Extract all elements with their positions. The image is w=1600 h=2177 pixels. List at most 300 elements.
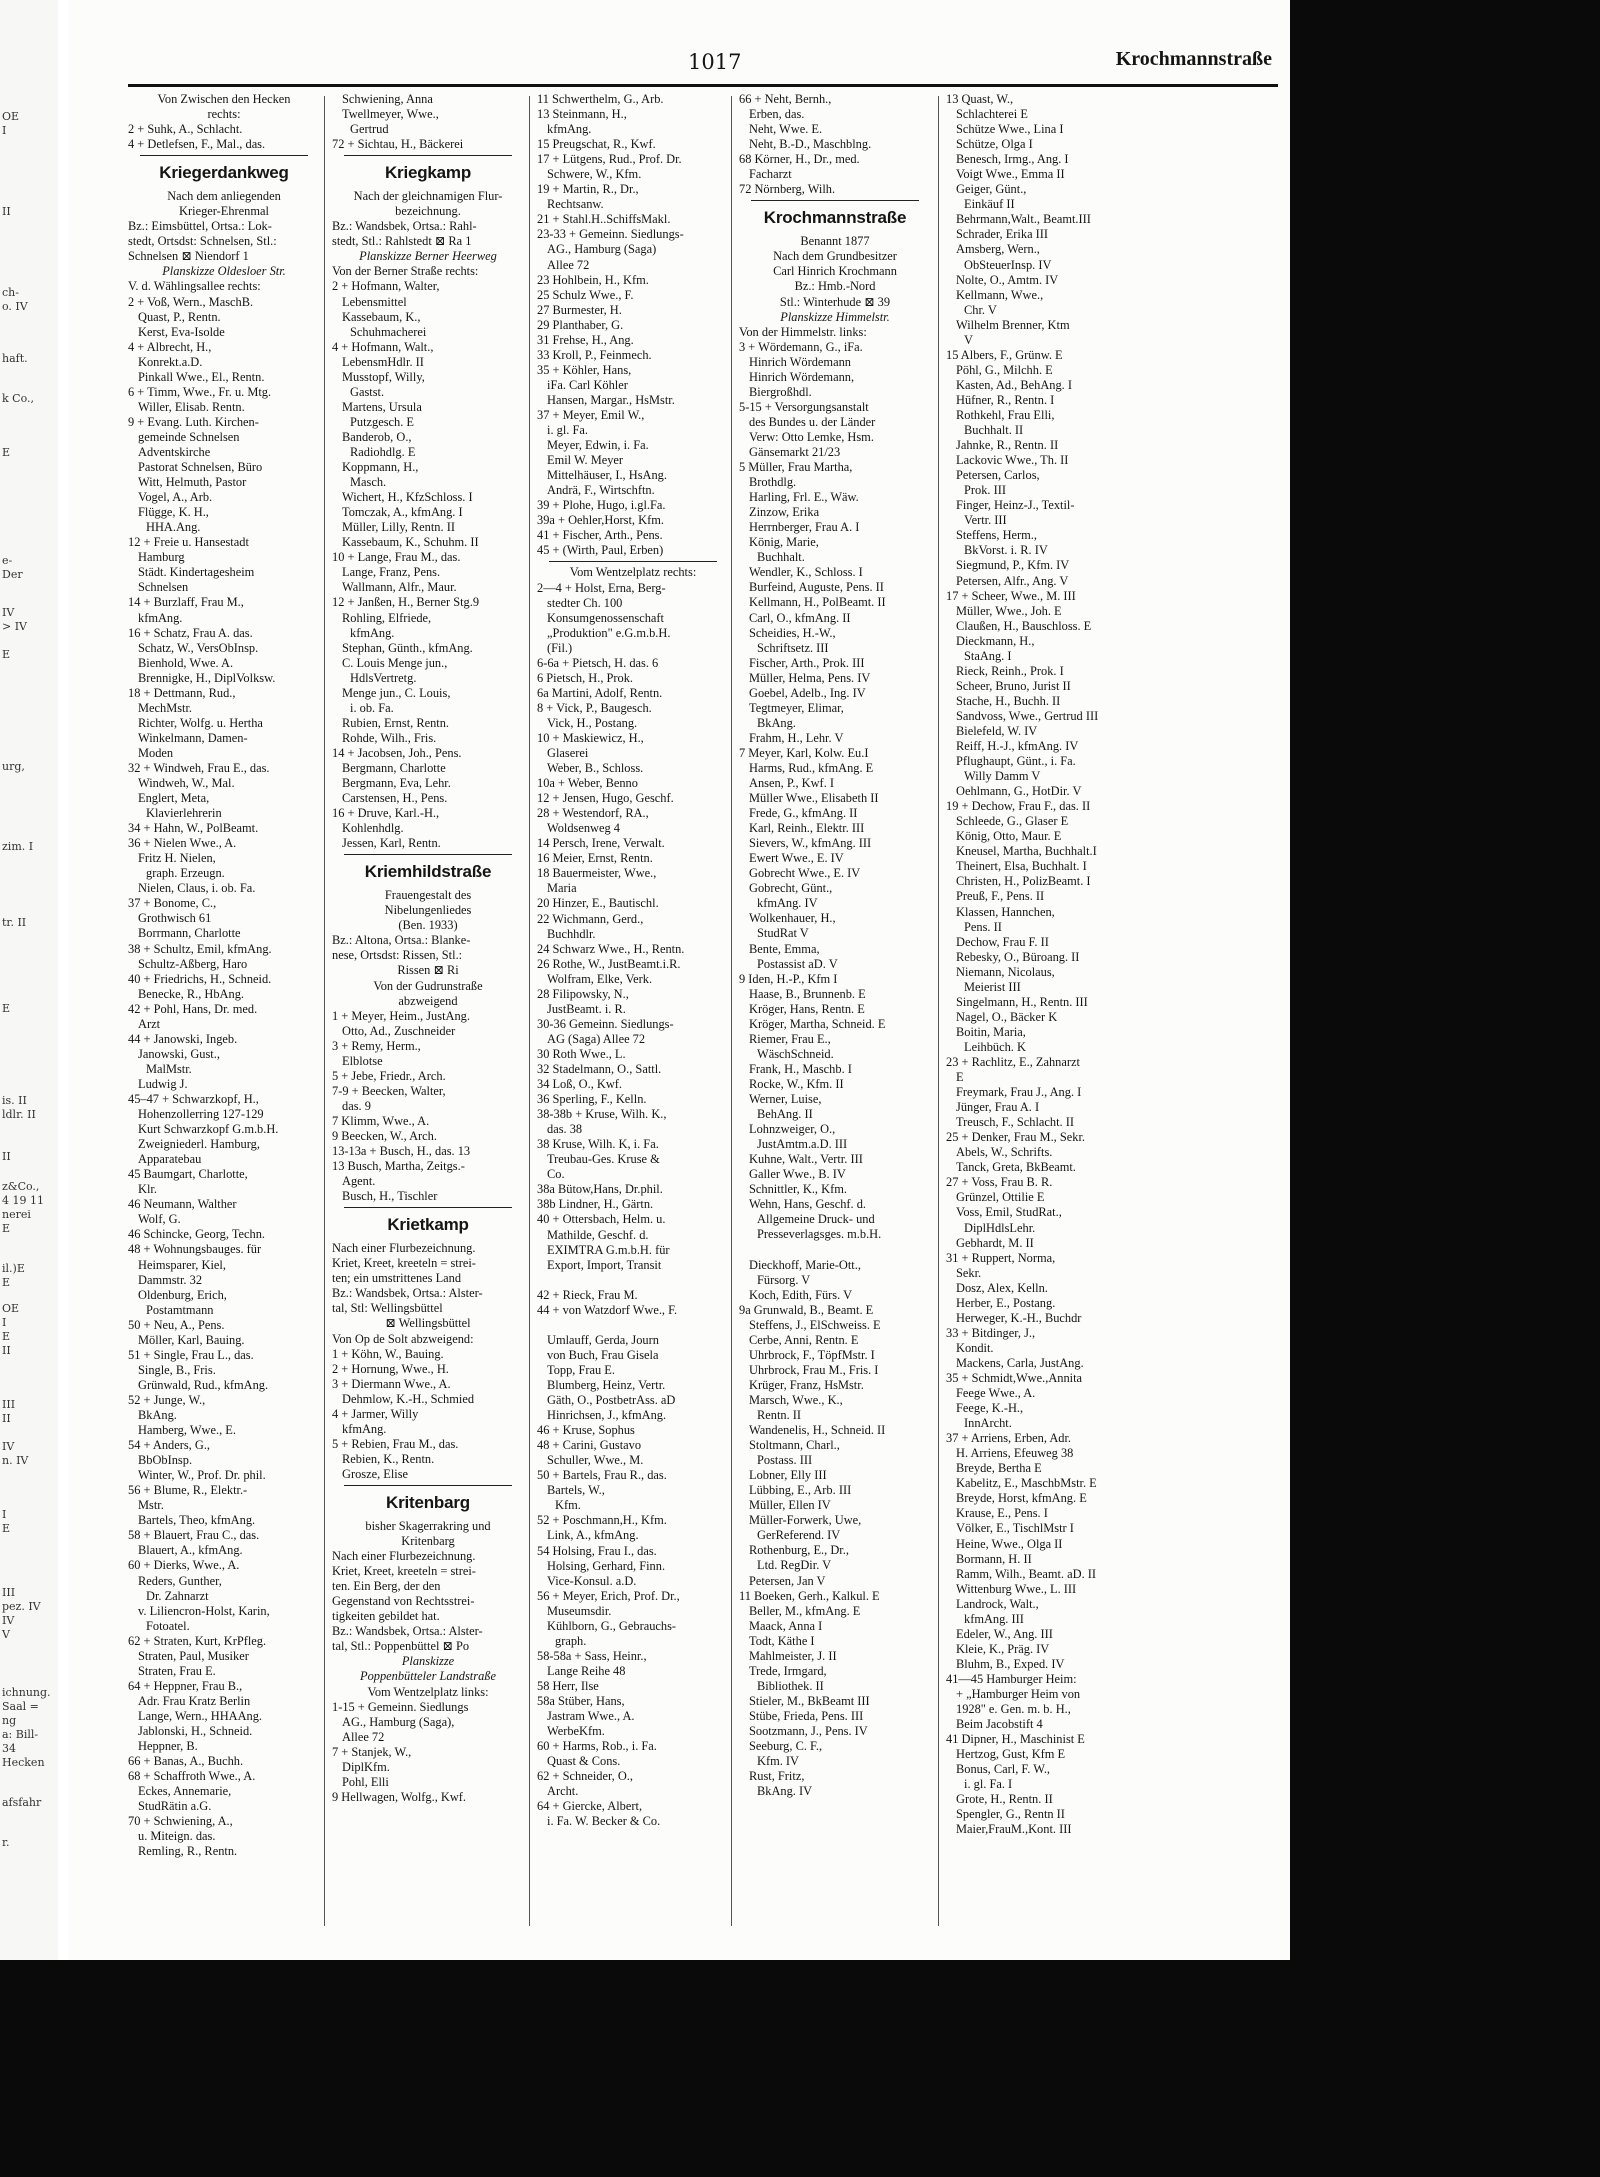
entry-line: 17 + Lütgens, Rud., Prof. Dr. (537, 152, 682, 167)
entry-line: stedt, Ortsdst: Schnelsen, Stl.: (128, 234, 277, 249)
entry-line: Stephan, Günth., kfmAng. (342, 640, 473, 655)
entry-line: Otto, Ad., Zuschneider (342, 1023, 456, 1038)
street-heading: Kriegerdankweg (159, 163, 289, 183)
entry-line: 7 + Stanjek, W., (332, 1744, 412, 1759)
entry-line: Landrock, Walt., (956, 1596, 1039, 1611)
entry-line: Windweh, W., Mal. (138, 776, 235, 791)
entry-line: Pohl, Elli (342, 1774, 389, 1789)
facing-page-fragment: II (2, 205, 11, 218)
entry-line: Sekr. (956, 1265, 982, 1280)
entry-line: 30-36 Gemeinn. Siedlungs- (537, 1016, 674, 1031)
entry-line: stedt, Stl.: Rahlstedt ⊠ Ra 1 (332, 234, 472, 249)
entry-line: 7 Klimm, Wwe., A. (332, 1113, 430, 1128)
entry-line: Rentn. II (757, 1407, 802, 1422)
street-heading: Kriegkamp (384, 163, 472, 183)
entry-line: Banderob, O., (342, 429, 412, 444)
entry-line: Schnelsen ⊠ Niendorf 1 (128, 249, 249, 264)
entry-line: Singelmann, H., Rentn. III (956, 994, 1088, 1009)
entry-line: Breyde, Bertha E (956, 1461, 1042, 1476)
entry-line: Neht, B.-D., Maschblng. (749, 137, 872, 152)
entry-line: Nolte, O., Amtm. IV (956, 272, 1059, 287)
entry-line: Finger, Heinz-J., Textil- (956, 498, 1075, 513)
entry-line: Städt. Kindertagesheim (138, 565, 255, 580)
entry-line: stedter Ch. 100 (547, 595, 623, 610)
entry-line: Stache, H., Buchh. II (956, 693, 1061, 708)
facing-page-fragment: afsfahr (2, 1796, 42, 1809)
entry-line: Stieler, M., BkBeamt III (749, 1693, 870, 1708)
entry-line: Gobrecht Wwe., E. IV (749, 866, 861, 881)
street-heading: Kritenbarg (386, 1492, 470, 1512)
entry-line: Kohlenhdlg. (342, 821, 404, 836)
entry-line: Krause, E., Pens. I (956, 1506, 1048, 1521)
entry-line: Edeler, W., Ang. III (956, 1626, 1053, 1641)
entry-line: Heine, Wwe., Olga II (956, 1536, 1063, 1551)
entry-line: Bz.: Eimsbüttel, Ortsa.: Lok- (128, 219, 272, 234)
entry-line: Rothenburg, E., Dr., (749, 1543, 849, 1558)
entry-line: Pastorat Schnelsen, Büro (138, 460, 263, 475)
entry-line: Elblotse (342, 1053, 383, 1068)
entry-line: Eckes, Annemarie, (138, 1784, 232, 1799)
entry-line: Carl, O., kfmAng. II (749, 610, 851, 625)
entry-line: Kfm. (555, 1498, 581, 1513)
facing-page-fragment: V (2, 1628, 10, 1641)
entry-line: Menge jun., C. Louis, (342, 685, 451, 700)
street-note: Von Zwischen den Hecken (157, 92, 291, 106)
entry-line: V (964, 332, 973, 347)
entry-line: Mathilde, Geschf. d. (547, 1227, 649, 1242)
facing-page-fragment: ldlr. II (2, 1108, 36, 1121)
entry-line: Herweger, K.-H., Buchdr (956, 1310, 1082, 1325)
entry-line: Postass. III (757, 1453, 813, 1468)
entry-line: Treubau-Ges. Kruse & (547, 1152, 660, 1167)
entry-line: Lebensmittel (342, 294, 407, 309)
entry-line: 51 + Single, Frau L., das. (128, 1347, 254, 1362)
entry-line: Wichert, H., KfzSchloss. I (342, 490, 473, 505)
entry-line: Chr. V (964, 302, 997, 317)
entry-line: Postassist aD. V (757, 956, 838, 971)
entry-line: Masch. (350, 475, 387, 490)
street-note: Stl.: Winterhude ⊠ 39 (779, 294, 891, 309)
street-note: Krieger-Ehrenmal (179, 204, 269, 219)
entry-line: Hinrichsen, J., kfmAng. (547, 1408, 667, 1423)
entry-line: das. 38 (547, 1122, 583, 1137)
entry-line: 64 + Giercke, Albert, (537, 1799, 643, 1814)
entry-line: Frahm, H., Lehr. V (749, 730, 844, 745)
entry-line: Fischer, Arth., Prok. III (749, 655, 865, 670)
entry-line: ten; ein umstrittenes Land (332, 1271, 462, 1286)
entry-line: 5-15 + Versorgungsanstalt (739, 399, 869, 414)
entry-line: Trede, Irmgard, (749, 1663, 827, 1678)
entry-line: 38-38b + Kruse, Wilh. K., (537, 1107, 667, 1122)
entry-line: Brothdlg. (749, 475, 797, 490)
entry-line: Musstopf, Willy, (342, 369, 425, 384)
entry-line: Maack, Anna I (749, 1618, 823, 1633)
entry-line: Nielen, Claus, i. ob. Fa. (138, 881, 256, 896)
entry-line: Voigt Wwe., Emma II (956, 167, 1065, 182)
entry-line: 19 + Martin, R., Dr., (537, 182, 639, 197)
entry-line: Bluhm, B., Exped. IV (956, 1656, 1065, 1671)
entry-line: Hinrich Wördemann (749, 354, 851, 369)
entry-line: Müller, Wwe., Joh. E (956, 603, 1062, 618)
entry-line: Kröger, Martha, Schneid. E (749, 1016, 886, 1031)
entry-line: i. ob. Fa. (350, 700, 394, 715)
section-divider (344, 1485, 512, 1486)
entry-line: Adventskirche (138, 444, 211, 459)
street-heading: Kriemhildstraße (364, 862, 492, 882)
entry-line: 9a Grunwald, B., Beamt. E (739, 1302, 874, 1317)
entry-line: Siegmund, P., Kfm. IV (956, 558, 1070, 573)
entry-line: Sandvoss, Wwe., Gertrud III (956, 708, 1099, 723)
entry-line: Schlachterei E (956, 107, 1028, 122)
entry-line: Zweigniederl. Hamburg, (138, 1137, 260, 1152)
entry-line: 44 + Janowski, Ingeb. (128, 1031, 238, 1046)
entry-line: BkAng. (757, 715, 796, 730)
facing-page-fragment: II (2, 1412, 11, 1425)
entry-line: Schnittler, K., Kfm. (749, 1182, 847, 1197)
entry-line: Konsumgenossenschaft (547, 610, 665, 625)
entry-line: kfmAng. III (964, 1611, 1024, 1626)
entry-line: Wandenelis, H., Schneid. II (749, 1423, 886, 1438)
entry-line: Lange Reihe 48 (547, 1663, 626, 1678)
entry-line: 62 + Schneider, O., (537, 1769, 633, 1784)
entry-line: 12 + Freie u. Hansestadt (128, 535, 249, 550)
entry-line: 9 Iden, H.-P., Kfm I (739, 971, 838, 986)
entry-line: 48 + Wohnungsbauges. für (128, 1242, 262, 1257)
entry-line: 24 Schwarz Wwe., H., Rentn. (537, 941, 685, 956)
section-divider (140, 155, 308, 156)
entry-line: Rothkehl, Frau Elli, (956, 407, 1055, 422)
entry-line: Maier,FrauM.,Kont. III (956, 1822, 1072, 1837)
entry-line: Willy Damm V (964, 769, 1041, 784)
entry-line: AG., Hamburg (Saga) (547, 242, 657, 257)
entry-line: Gänsemarkt 21/23 (749, 444, 841, 459)
entry-line: 72 + Sichtau, H., Bäckerei (332, 137, 464, 152)
entry-line: Kfm. IV (757, 1754, 799, 1769)
entry-line: Klr. (138, 1182, 157, 1197)
entry-line: 16 Meier, Ernst, Rentn. (537, 851, 653, 866)
entry-line: Bartels, W., (547, 1483, 605, 1498)
facing-page-fragment: Hecken (2, 1756, 45, 1769)
entry-line: 56 + Meyer, Erich, Prof. Dr., (537, 1588, 680, 1603)
entry-line: + „Hamburger Heim von (956, 1686, 1081, 1701)
entry-line: Quast, P., Rentn. (138, 309, 221, 324)
entry-line: Postamtmann (146, 1302, 214, 1317)
plan-reference: Poppenbütteler Landstraße (360, 1669, 496, 1684)
facing-page-fragment: E (2, 1330, 11, 1343)
entry-line: Cerbe, Anni, Rentn. E (749, 1332, 859, 1347)
entry-line: Schriftsetz. III (757, 640, 829, 655)
entry-line: Christen, H., PolizBeamt. I (956, 874, 1091, 889)
street-note: Bz.: Hmb.-Nord (794, 279, 876, 294)
entry-line: Gebhardt, M. II (956, 1235, 1034, 1250)
entry-line: Spengler, G., Rentn II (956, 1807, 1065, 1822)
entry-line: Bonus, Carl, F. W., (956, 1762, 1051, 1777)
entry-line: 38b Lindner, H., Gärtn. (537, 1197, 654, 1212)
entry-line: 38 + Schultz, Emil, kfmAng. (128, 941, 272, 956)
facing-page-fragment: IV (2, 1614, 15, 1627)
entry-line: Kabelitz, E., MaschbMstr. E (956, 1476, 1097, 1491)
entry-line: Frede, G., kfmAng. II (749, 806, 858, 821)
entry-line: Reiff, H.-J., kfmAng. IV (956, 739, 1079, 754)
entry-line: 1 + Meyer, Heim., JustAng. (332, 1008, 470, 1023)
entry-line: 41 Dipner, H., Maschinist E (946, 1732, 1085, 1747)
entry-line: AG., Hamburg (Saga), (342, 1714, 455, 1729)
entry-line: i. gl. Fa. (547, 423, 588, 438)
entry-line: Bienhold, Wwe. A. (138, 655, 234, 670)
facing-page-fragment: Der (2, 568, 23, 581)
entry-line: Bz.: Wandsbek, Ortsa.: Rahl- (332, 219, 477, 234)
entry-line: v. Liliencron-Holst, Karin, (138, 1603, 270, 1618)
entry-line: 35 + Köhler, Hans, (537, 362, 632, 377)
entry-line: 35 + Schmidt,Wwe.,Annita (946, 1370, 1083, 1385)
entry-line: 54 + Anders, G., (128, 1438, 211, 1453)
entry-line: Bibliothek. II (757, 1678, 824, 1693)
entry-line: BehAng. II (757, 1107, 813, 1122)
entry-line: JustAmtm.a.D. III (757, 1137, 848, 1152)
entry-line: Dosz, Alex, Kelln. (956, 1280, 1048, 1295)
entry-line: 7 Meyer, Karl, Kolw. Eu.I (739, 745, 869, 760)
entry-line: Kellmann, Wwe., (956, 287, 1044, 302)
plan-reference: Planskizze Himmelstr. (780, 309, 890, 324)
entry-line: Schwiening, Anna (342, 92, 433, 106)
directory-column-3 (537, 92, 729, 1932)
facing-page-fragment: E (2, 1002, 11, 1015)
entry-line: 15 Albers, F., Grünw. E (946, 347, 1063, 362)
entry-line: InnArcht. (964, 1416, 1012, 1431)
entry-line: DiplKfm. (342, 1759, 390, 1774)
street-note: Nach dem anliegenden (167, 189, 281, 204)
section-divider (751, 200, 919, 201)
entry-line: E (956, 1070, 964, 1085)
entry-line: Riemer, Frau E., (749, 1031, 831, 1046)
facing-page-fragment: OE (2, 1302, 20, 1315)
facing-page-fragment: I (2, 1508, 7, 1521)
section-divider (344, 1207, 512, 1208)
entry-line: Petersen, Jan V (749, 1573, 826, 1588)
entry-line: Kühlborn, G., Gebrauchs- (547, 1618, 677, 1633)
entry-line: Holsing, Gerhard, Finn. (547, 1558, 666, 1573)
entry-line: Schwere, W., Kfm. (547, 167, 642, 182)
entry-line: Karl, Reinh., Elektr. III (749, 821, 865, 836)
entry-line: Weber, B., Schloss. (547, 761, 644, 776)
entry-line: Schütze, Olga I (956, 137, 1033, 152)
entry-line: Allgemeine Druck- und (757, 1212, 875, 1227)
entry-line: Mstr. (138, 1498, 164, 1513)
entry-line: 16 + Schatz, Frau A. das. (128, 625, 253, 640)
entry-line: Pinkall Wwe., El., Rentn. (138, 369, 265, 384)
entry-line: Uhrbrock, F., TöpfMstr. I (749, 1347, 875, 1362)
entry-line (739, 1242, 931, 1257)
entry-line: Tomczak, A., kfmAng. I (342, 505, 463, 520)
entry-line: Bielefeld, W. IV (956, 723, 1038, 738)
entry-line: 9 Beecken, W., Arch. (332, 1129, 437, 1143)
entry-line: Jablonski, H., Schneid. (138, 1723, 253, 1738)
entry-line: Kondit. (956, 1340, 994, 1355)
entry-line: Oldenburg, Erich, (138, 1287, 227, 1302)
entry-line: 5 + Rebien, Frau M., das. (332, 1436, 459, 1451)
entry-line: 3 + Diermann Wwe., A. (332, 1376, 451, 1391)
entry-line: Herber, E., Postang. (956, 1295, 1056, 1310)
facing-page-fragment: 4 19 11 (2, 1194, 44, 1207)
entry-line: 20 Hinzer, E., Bautischl. (537, 896, 659, 911)
entry-line: Rohling, Elfriede, (342, 610, 432, 625)
entry-line: C. Louis Menge jun., (342, 655, 448, 670)
entry-line: Rechtsanw. (547, 197, 604, 212)
entry-line: Behrmann,Walt., Beamt.III (956, 212, 1091, 227)
entry-line: Koch, Edith, Fürs. V (749, 1287, 853, 1302)
entry-line: Stübe, Frieda, Pens. III (749, 1708, 864, 1723)
street-note: Vom Wentzelplatz rechts: (569, 565, 697, 580)
entry-line: Amsberg, Wern., (956, 242, 1040, 257)
entry-line: 37 + Arriens, Erben, Adr. (946, 1431, 1072, 1446)
entry-line: 4 + Albrecht, H., (128, 339, 212, 354)
entry-line: 9 Hellwagen, Wolfg., Kwf. (332, 1789, 467, 1804)
street-note: rechts: (207, 107, 241, 122)
entry-line: 28 + Westendorf, RA., (537, 806, 649, 821)
facing-page-fragment: Saal = (2, 1700, 39, 1713)
entry-line: BbObInsp. (138, 1453, 193, 1468)
entry-line: 8 + Vick, P., Baugesch. (537, 700, 652, 715)
street-note: Frauengestalt des (384, 888, 472, 903)
entry-line: Allee 72 (342, 1729, 385, 1744)
entry-line: 31 Frehse, H., Ang. (537, 332, 634, 347)
entry-line: König, Otto, Maur. E (956, 829, 1062, 844)
entry-line: 25 + Denker, Frau M., Sekr. (946, 1130, 1085, 1145)
facing-page-fragment: nerei (2, 1208, 31, 1221)
entry-line: Freymark, Frau J., Ang. I (956, 1085, 1082, 1100)
entry-line: 3 + Remy, Herm., (332, 1038, 421, 1053)
section-divider (344, 155, 512, 156)
entry-line: 50 + Neu, A., Pens. (128, 1317, 225, 1332)
entry-line: Bz.: Wandsbek, Ortsa.: Alster- (332, 1624, 483, 1639)
entry-line: Rieck, Reinh., Prok. I (956, 663, 1064, 678)
entry-line: Claußen, H., Bauschloss. E (956, 618, 1092, 633)
facing-page-fragment: I (2, 124, 7, 137)
entry-line: Mittelhäuser, I., HsAng. (547, 468, 667, 483)
entry-line: 58 + Blauert, Frau C., das. (128, 1528, 260, 1543)
entry-line: Hohenzollerring 127-129 (138, 1107, 264, 1122)
entry-line: 31 + Ruppert, Norma, (946, 1250, 1056, 1265)
plan-reference: Planskizze Oldesloer Str. (162, 264, 286, 279)
entry-line: Pens. II (964, 919, 1002, 934)
entry-line: Kuhne, Walt., Vertr. III (749, 1152, 863, 1167)
entry-line: Schleede, G., Glaser E (956, 814, 1069, 829)
entry-line: 36 Sperling, F., Kelln. (537, 1092, 647, 1107)
entry-line: Benecke, R., HbAng. (138, 986, 244, 1001)
entry-line: BkVorst. i. R. IV (964, 543, 1048, 558)
entry-line: Meyer, Edwin, i. Fa. (547, 438, 649, 453)
facing-page-fragment: is. II (2, 1094, 27, 1107)
directory-column-4 (739, 92, 931, 1932)
entry-line: i. Fa. W. Becker & Co. (547, 1814, 661, 1829)
entry-line: 2 + Hornung, Wwe., H. (332, 1361, 449, 1376)
entry-line: Harling, Frl. E., Wäw. (749, 490, 859, 505)
entry-line: Rebesky, O., Büroang. II (956, 949, 1080, 964)
entry-line: Grünzel, Ottilie E (956, 1190, 1045, 1205)
entry-line: Radiohdlg. E (350, 444, 416, 459)
street-note: ⊠ Wellingsbüttel (385, 1316, 471, 1331)
entry-line: 42 + Pohl, Hans, Dr. med. (128, 1001, 258, 1016)
entry-line: Boitin, Maria, (956, 1024, 1026, 1039)
entry-line: 40 + Ottersbach, Helm. u. (537, 1212, 666, 1227)
entry-line: von Buch, Frau Gisela (547, 1347, 659, 1362)
entry-line: Wallmann, Alfr., Maur. (342, 580, 457, 595)
entry-line: 58 Herr, Ilse (537, 1678, 599, 1693)
entry-line: Wendler, K., Schloss. I (749, 565, 863, 580)
entry-line: Kleie, K., Präg. IV (956, 1641, 1050, 1656)
entry-line: Gertrud (350, 122, 389, 137)
entry-line: 66 + Neht, Bernh., (739, 92, 832, 106)
entry-line: Feege Wwe., A. (956, 1386, 1036, 1401)
entry-line: 2 + Hofmann, Walter, (332, 279, 440, 294)
entry-line: Hamburg (138, 550, 185, 565)
entry-line: Wolf, G. (138, 1212, 181, 1227)
entry-line: Lobner, Elly III (749, 1468, 827, 1483)
entry-line: Gobrecht, Günt., (749, 881, 833, 896)
entry-line: Nach einer Flurbezeichnung. (332, 1241, 476, 1256)
entry-line: 6a Martini, Adolf, Rentn. (537, 685, 663, 700)
entry-line: 4 + Hofmann, Walt., (332, 339, 434, 354)
entry-line: Werner, Luise, (749, 1092, 822, 1106)
entry-line: Kurt Schwarzkopf G.m.b.H. (138, 1122, 279, 1137)
entry-line: Allee 72 (547, 257, 590, 272)
entry-line: 1928" e. Gen. m. b. H., (956, 1702, 1071, 1717)
entry-line: 10 + Maskiewicz, H., (537, 730, 644, 745)
entry-line: Niemann, Nicolaus, (956, 964, 1055, 979)
entry-line: 46 + Kruse, Sophus (537, 1423, 635, 1438)
entry-line: Von Op de Solt abzweigend: (332, 1331, 474, 1346)
section-divider (344, 854, 512, 855)
entry-line: 38 Kruse, Wilh. K, i. Fa. (537, 1137, 659, 1152)
entry-line: Witt, Helmuth, Pastor (138, 475, 247, 490)
entry-line: WerbeKfm. (547, 1724, 605, 1739)
entry-line: Buchhdlr. (547, 926, 596, 941)
entry-line: 58a Stüber, Hans, (537, 1693, 625, 1708)
entry-line: Remling, R., Rentn. (138, 1844, 238, 1859)
entry-line: H. Arriens, Efeuweg 38 (956, 1446, 1074, 1461)
entry-line: LebensmHdlr. II (342, 354, 424, 369)
entry-line: Müller Wwe., Elisabeth II (749, 791, 879, 806)
directory-page (68, 0, 1290, 1960)
entry-line: 13 Steinmann, H., (537, 107, 627, 122)
facing-page-fragment: ichnung. (2, 1686, 51, 1699)
entry-line: 44 + von Watzdorf Wwe., F. (537, 1302, 678, 1317)
entry-line: Lübbing, E., Arb. III (749, 1483, 852, 1498)
entry-line: Hertzog, Gust, Kfm E (956, 1747, 1066, 1762)
entry-line: 6 Pietsch, H., Prok. (537, 670, 634, 685)
entry-line: Kasten, Ad., BehAng. I (956, 377, 1072, 392)
entry-line: Kassebaum, K., (342, 309, 421, 324)
entry-line: 21 + Stahl.H..SchiffsMakl. (537, 212, 671, 227)
entry-line: kfmAng. (138, 610, 183, 625)
entry-line: Jastram Wwe., A. (547, 1709, 635, 1724)
entry-line: Blumberg, Heinz, Vertr. (547, 1377, 666, 1392)
entry-line: 33 + Bitdinger, J., (946, 1325, 1036, 1340)
entry-line: Winter, W., Prof. Dr. phil. (138, 1468, 266, 1483)
entry-line: Wolfram, Elke, Verk. (547, 971, 653, 986)
entry-line: Blauert, A., kfmAng. (138, 1543, 243, 1558)
entry-line (537, 1273, 729, 1288)
entry-line: u. Miteign. das. (138, 1829, 216, 1844)
entry-line: Bergmann, Eva, Lehr. (342, 776, 451, 791)
entry-line: DiplHdlsLehr. (964, 1220, 1036, 1235)
entry-line: Beller, M., kfmAng. E (749, 1603, 861, 1618)
entry-line: „Produktion" e.G.m.b.H. (547, 625, 671, 640)
entry-line: HdlsVertretg. (350, 670, 417, 685)
entry-line: Englert, Meta, (138, 791, 210, 806)
scan-border-right (1290, 0, 1600, 2177)
facing-page-fragment: III (2, 1398, 16, 1411)
